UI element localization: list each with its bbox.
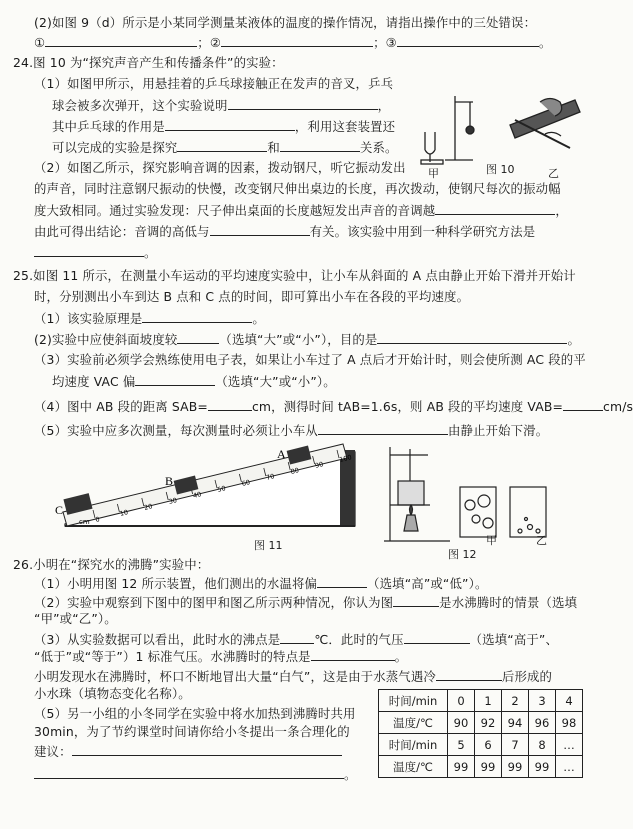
table-cell: 99 — [448, 756, 475, 778]
q25-line — [34, 398, 633, 415]
mark-1: ① — [34, 35, 46, 50]
q25-line — [52, 373, 336, 390]
table-cell: 94 — [502, 712, 529, 734]
ruler-table-illustration — [510, 99, 580, 149]
answer-blank[interactable] — [436, 668, 502, 681]
table-cell: 98 — [556, 712, 583, 734]
ruler-tick-label: 0 — [94, 515, 101, 524]
q26-text: （2）实验中观察到下图中的图甲和图乙所示两种情况，你认为图 — [34, 595, 394, 610]
q24-line — [34, 223, 535, 240]
table-cell: … — [556, 756, 583, 778]
q26-text: 是水沸腾时的情景（选填 — [439, 595, 578, 610]
answer-blank[interactable] — [311, 648, 395, 661]
figure-10 — [415, 90, 585, 170]
figure-11 — [55, 442, 360, 532]
answer-blank[interactable] — [142, 310, 252, 323]
ruler-tick-label: 90 — [314, 460, 325, 470]
label-A: A — [277, 447, 286, 461]
q25-text: （1）该实验原理是 — [34, 311, 143, 326]
tuning-fork-stand-illustration — [421, 96, 474, 164]
q24-text: 度大致相同。通过实验发现：尺子伸出桌面的长度越短发出声音的音调越 — [34, 203, 436, 218]
beaker-a — [460, 487, 496, 537]
q25-text: （选填“大”或“小”），目的是 — [219, 332, 378, 347]
q25-text: （5）实验中应多次测量，每次测量时必须让小车从 — [34, 423, 318, 438]
fig12-label-b: 乙 — [536, 534, 547, 547]
ruler-tick-label: 80 — [289, 466, 300, 476]
mark-3: ③ — [385, 35, 397, 50]
answer-blank[interactable] — [397, 34, 539, 47]
answer-blank[interactable] — [404, 631, 470, 644]
table-cell: 1 — [475, 690, 502, 712]
answer-blank[interactable] — [280, 631, 314, 644]
separator: ； — [197, 35, 210, 50]
q24-title: 24.图 10 为“探究声音产生和传播条件”的实验： — [13, 55, 284, 70]
q26-line: 小水珠（填物态变化名称）。 — [34, 686, 191, 701]
q24-line: （2）如图乙所示，探究影响音调的因素，拨动钢尺，听它振动发出 — [34, 160, 406, 175]
q24-line — [52, 118, 395, 135]
q24-text: 其中乒乓球的作用是 — [52, 119, 165, 134]
answer-blank[interactable] — [34, 766, 344, 779]
table-row — [379, 734, 583, 756]
q24-line — [52, 97, 390, 114]
table-cell: 3 — [529, 690, 556, 712]
ruler-tick-label: 40 — [192, 490, 203, 500]
answer-blank[interactable] — [318, 422, 448, 435]
ruler-unit: cm — [79, 518, 90, 526]
answer-blank[interactable] — [34, 244, 144, 257]
q26-text: （1）小明用图 12 所示装置，他们测出的水温将偏 — [34, 576, 318, 591]
table-cell: 8 — [529, 734, 556, 756]
q26-text: 小明发现水在沸腾时，杯口不断地冒出大量“白气”，这是由于水蒸气遇冷 — [34, 669, 436, 684]
q24-line: （1）如图甲所示，用悬挂着的乒乓球接触正在发声的音叉，乒乓 — [34, 76, 394, 91]
ruler-tick-label: 10 — [118, 508, 129, 518]
answer-blank[interactable] — [177, 139, 267, 152]
q23-line1 — [34, 15, 536, 31]
q24-text: 球会被多次弹开，这个实验说明 — [52, 98, 228, 113]
period: 。 — [252, 311, 265, 326]
answer-blank[interactable] — [208, 398, 252, 411]
q24-line — [34, 244, 157, 261]
table-cell: 99 — [475, 756, 502, 778]
q26-line — [34, 743, 342, 760]
fig12-label-a: 甲 — [486, 534, 497, 547]
fig10-caption: 图 10 — [486, 163, 515, 176]
q26-text: （选填“高”或“低”）。 — [367, 576, 488, 591]
q26-title: 26.小明在“探究水的沸腾”实验中： — [13, 557, 210, 572]
table-cell: 7 — [502, 734, 529, 756]
q25-text: 均速度 VAC 偏 — [52, 374, 136, 389]
answer-blank[interactable] — [435, 202, 555, 215]
table-cell: … — [556, 734, 583, 756]
fig10-label-b: 乙 — [548, 167, 559, 180]
q26-text: （选填“高于”、 — [469, 632, 559, 647]
answer-blank[interactable] — [317, 575, 367, 588]
table-row — [379, 712, 583, 734]
ruler-tick-label: 50 — [216, 484, 227, 494]
q26-line: “甲”或“乙”）。 — [34, 611, 117, 626]
ruler-tick-label: 100 — [338, 453, 353, 464]
table-cell: 92 — [475, 712, 502, 734]
answer-blank[interactable] — [377, 331, 567, 344]
period: 。 — [394, 649, 408, 664]
q26-line: （5）另一小组的小冬同学在实验中将水加热到沸腾时共用 — [34, 706, 356, 721]
table-cell: 99 — [529, 756, 556, 778]
period: 。 — [344, 767, 357, 782]
boiling-apparatus — [384, 447, 450, 541]
q24-line — [52, 139, 398, 156]
q24-text: 有关。该实验中用到一种科学研究方法是 — [309, 224, 536, 239]
period: 。 — [144, 245, 157, 260]
ruler-tick-label: 70 — [265, 472, 276, 482]
separator: ， — [555, 203, 568, 218]
table-row — [379, 690, 583, 712]
table-cell: 6 — [475, 734, 502, 756]
answer-blank[interactable] — [45, 34, 197, 47]
separator: ， — [377, 98, 391, 113]
fig10-label-a: 甲 — [428, 167, 439, 180]
table-cell: 96 — [529, 712, 556, 734]
table-cell: 99 — [502, 756, 529, 778]
q25-title: 25.如图 11 所示，在测量小车运动的平均速度实验中，让小车从斜面的 A 点由静止开始下滑并开始计 — [13, 268, 576, 283]
q24-line: 的声音，同时注意钢尺振动的快慢，改变钢尺伸出桌边的长度，再次拨动，使钢尺每次的振动幅 — [34, 181, 561, 196]
period: 。 — [567, 332, 580, 347]
ruler-tick-label: 30 — [167, 496, 178, 506]
data-table-wrap — [378, 689, 583, 778]
q25-line: （3）实验前必须学会熟练使用电子表，如果让小车过了 A 点后才开始计时，则会使所测 AC 段的平 — [34, 352, 586, 367]
q26-text: （3）从实验数据可以看出，此时水的沸点是 — [34, 632, 281, 647]
answer-blank[interactable] — [221, 34, 373, 47]
beaker-b — [510, 487, 546, 537]
q25-text: （4）图中 AB 段的距离 SAB= — [34, 399, 208, 414]
q25-line — [34, 422, 548, 439]
ruler-tick-label: 20 — [143, 502, 154, 512]
answer-blank[interactable] — [135, 373, 215, 386]
q23-answers — [34, 34, 551, 51]
q23-text: (2)如图 9（d）所示是小某同学测量某液体的温度的操作情况，请指出操作中的三处错误： — [34, 15, 537, 30]
label-C: C — [55, 503, 64, 517]
answer-blank[interactable] — [210, 223, 310, 236]
q26-line — [34, 631, 558, 648]
q25-line — [34, 310, 265, 327]
answer-blank[interactable] — [177, 331, 219, 344]
answer-blank[interactable] — [228, 97, 378, 110]
q26-text: 建议： — [34, 744, 72, 759]
separator: ； — [373, 35, 386, 50]
q25-text: （选填“大”或“小”）。 — [215, 374, 336, 389]
table-cell: 时间/min — [379, 690, 448, 712]
q26-text: ℃．此时的气压 — [314, 632, 404, 647]
table-cell: 4 — [556, 690, 583, 712]
answer-blank[interactable] — [393, 594, 439, 607]
period: 。 — [538, 35, 552, 50]
temperature-table — [378, 689, 583, 778]
table-cell: 2 — [502, 690, 529, 712]
q26-line — [34, 594, 577, 611]
answer-blank[interactable] — [563, 398, 603, 411]
q24-text: 由此可得出结论：音调的高低与 — [34, 224, 210, 239]
q26-line — [34, 648, 407, 665]
q26-line — [34, 766, 357, 783]
table-row — [379, 756, 583, 778]
q26-line — [34, 575, 488, 592]
q24-text: 可以完成的实验是探究 — [52, 140, 178, 155]
fig12-caption: 图 12 — [448, 548, 477, 561]
q24-line — [34, 202, 568, 219]
q24-text: ，利用这套装置还 — [294, 119, 396, 134]
answer-blank[interactable] — [165, 118, 295, 131]
ruler-tick-label: 60 — [240, 478, 251, 488]
figure-12 — [380, 443, 560, 543]
q25-text: 由静止开始下滑。 — [447, 423, 549, 438]
table-cell: 温度/℃ — [379, 712, 448, 734]
label-B: B — [165, 474, 174, 488]
answer-blank[interactable] — [280, 139, 360, 152]
q25-line — [34, 331, 580, 348]
q26-text: “低于”或“等于”）1 标准气压。水沸腾时的特点是 — [34, 649, 311, 664]
q26-line: 30min，为了节约课堂时间请你给小冬提出一条合理化的 — [34, 724, 350, 739]
q25-text: cm，测得时间 tAB=1.6s，则 AB 段的平均速度 VAB= — [251, 399, 564, 414]
q25-text: (2)实验中应使斜面坡度较 — [34, 332, 178, 347]
answer-blank[interactable] — [72, 743, 342, 756]
q26-text: 后形成的 — [501, 669, 553, 684]
q24-text: 关系。 — [359, 140, 398, 155]
q26-line — [34, 668, 552, 685]
q24-text: 和 — [267, 140, 280, 155]
table-cell: 90 — [448, 712, 475, 734]
mark-2: ② — [209, 35, 222, 50]
table-cell: 时间/min — [379, 734, 448, 756]
table-cell: 5 — [448, 734, 475, 756]
table-cell: 温度/℃ — [379, 756, 448, 778]
table-cell: 0 — [448, 690, 475, 712]
q25-line: 时，分别测出小车到达 B 点和 C 点的时间，即可算出小车在各段的平均速度。 — [34, 289, 470, 304]
q25-text: cm/s — [603, 399, 633, 414]
fig11-caption: 图 11 — [254, 539, 283, 552]
